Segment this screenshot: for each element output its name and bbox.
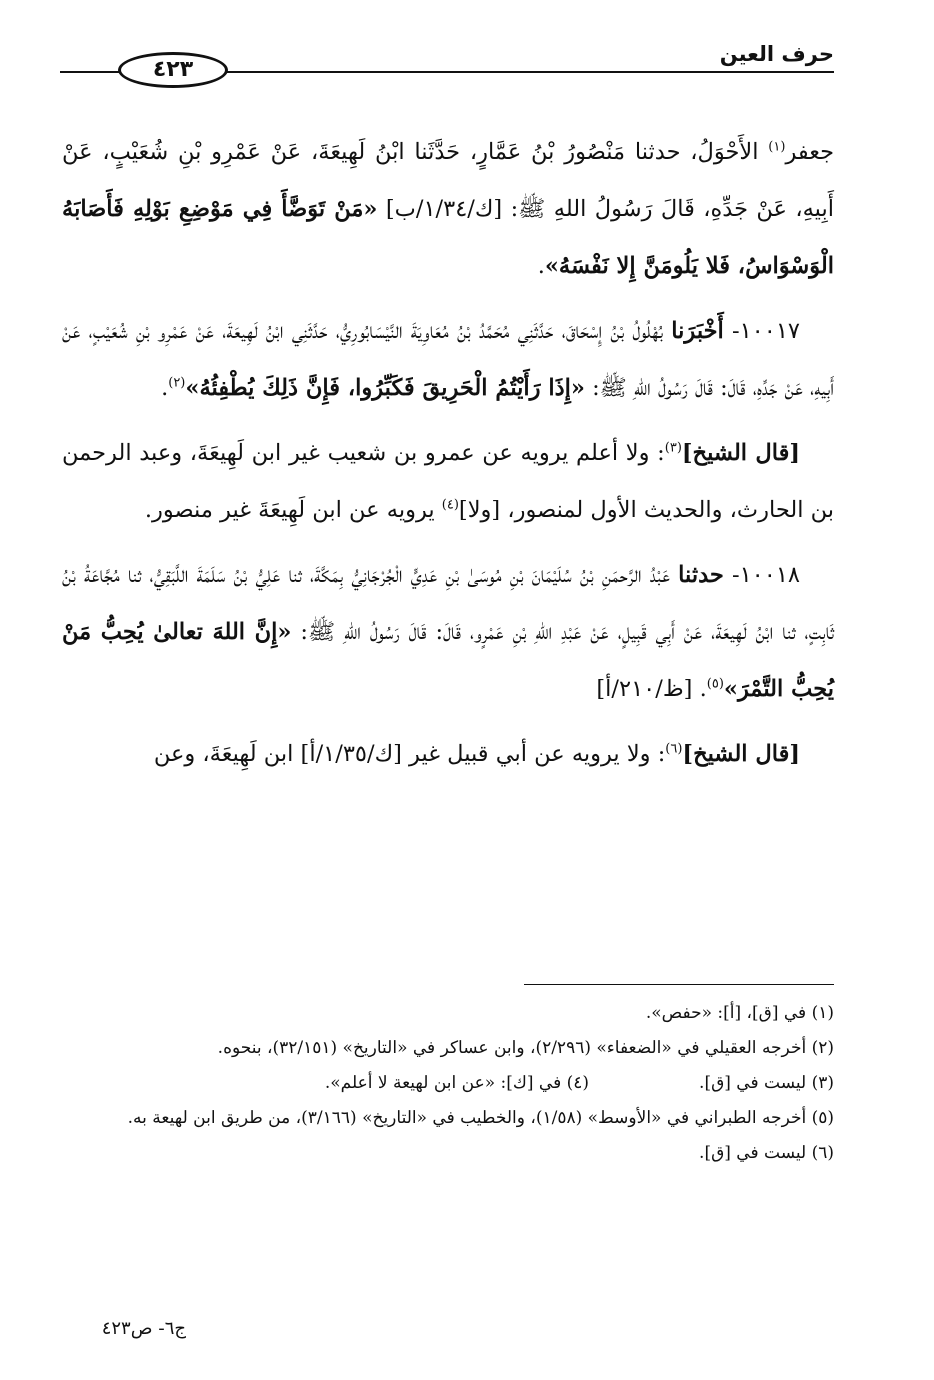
text-run: بُهْلُولُ بْنُ إِسْحَاقَ، حَدَّثَنِي مُحَمَّدُ بْنُ مُعَاوِيَةَ النَّيْسَابُورِيُّ، حَدَّثَنِي ابْنُ لَهِيعَةَ، عَنْ عَمْرِو بْنِ شُعَيْبٍ، عَنْ أَبِيهِ، عَنْ جَدِّهِ، قَالَ: قَالَ رَسُولُ اللهِ ﷺ: xyxy=(62,318,834,401)
hadith-number: ١٠٠١٨- xyxy=(723,562,800,588)
text-run: عَبْدُ الرَّحمَنِ بْنُ سُلَيْمَانَ بْنِ مُوسَىٰ بْنِ عَدِيٍّ الْجُرْجَانِيُّ بِمَكَّةَ، ثنا عَلِيُّ بْنُ سَلَمَةَ اللَّبَقِيُّ، ثنا مُجَّاعَةُ بْنُ ثَابِتٍ، ثنا ابْنُ لَهِيعَةَ، عَنْ أَبِي قَبِيلٍ، عَنْ عَبْدِ اللهِ بْنِ عَمْرٍو، قَالَ: قَالَ رَسُولُ اللهِ ﷺ: xyxy=(62,562,834,645)
text-run: الأَحْوَلُ، حدثنا مَنْصُورُ بْنُ عَمَّارٍ، حَدَّثَنا ابْنُ لَهِيعَةَ، عَنْ عَمْرِو بْنِ شُعَيْبٍ، عَنْ أَبِيهِ، عَنْ جَدِّهِ، قَالَ رَسُولُ اللهِ ﷺ: [ك/١/٣٤/ب] xyxy=(62,139,834,222)
hadith-quote: «مَنْ تَوَضَّأَ فِي مَوْضِعِ بَوْلِهِ فَأَصَابَهُ الْوَسْوَاسُ، فَلا يَلُومَنَّ إِلا نَفْسَهُ» xyxy=(62,196,834,279)
footnote-ref: (١) xyxy=(768,139,786,155)
paragraph-shaykh-comment-1 xyxy=(62,425,834,539)
footnote-row xyxy=(62,1068,834,1099)
text-run: . xyxy=(537,253,545,279)
footnote-ref: (٣) xyxy=(664,440,682,456)
paragraph-1 xyxy=(62,124,834,295)
footnote-1: (١) في [ق]، [أ]: «حفص». xyxy=(645,1003,834,1023)
narration-keyword: حدثنا xyxy=(678,562,724,588)
footnote-ref: (٦) xyxy=(665,741,683,757)
hadith-number: ١٠٠١٧- xyxy=(723,318,800,344)
narration-keyword: أَخْبَرَنا xyxy=(671,318,724,344)
footnote-ref: (٢) xyxy=(168,375,186,391)
footnote-2: (٢) أخرجه العقيلي في «الضعفاء» (٢/٢٩٦)، وابن عساكر في «التاريخ» (٣٢/١٥١)، بنحوه. xyxy=(217,1038,834,1058)
text-run: : ولا يرويه عن أبي قبيل غير [ك/١/٣٥/أ] ابن لَهِيعَةَ، وعن xyxy=(153,741,666,767)
hadith-quote: «إِنَّ اللهَ تعالىٰ يُحِبُّ مَنْ يُحِبُّ التَّمْرَ» xyxy=(62,619,834,702)
paragraph-hadith-10017 xyxy=(62,303,834,417)
page-number-badge: ٤٢٣ xyxy=(118,52,228,88)
chapter-title: حرف العين xyxy=(719,42,834,66)
text-run: جعفر xyxy=(785,139,834,165)
text-run: يرويه عن ابن لَهِيعَةَ غير منصور. xyxy=(144,497,442,523)
footnote-5: (٥) أخرجه الطبراني في «الأوسط» (١/٥٨)، والخطيب في «التاريخ» (٣/١٦٦)، من طريق ابن لهيعة به. xyxy=(127,1108,834,1128)
shaykh-label: [قال الشيخ] xyxy=(681,440,800,466)
text-run: . xyxy=(161,375,169,401)
paragraph-shaykh-comment-2 xyxy=(62,726,834,783)
footnote-ref: (٥) xyxy=(706,676,724,692)
text-run: : ولا أعلم يرويه عن عمرو بن شعيب غير ابن لَهِيعَةَ، وعبد الرحمن بن الحارث، والحديث الأول لمنصور، [ولا] xyxy=(62,440,834,523)
volume-page-reference: ج٦- ص٤٢٣ xyxy=(101,1318,186,1339)
main-text xyxy=(62,124,834,791)
footnotes xyxy=(62,998,834,1173)
footnote-ref: (٤) xyxy=(441,497,459,513)
footnote-separator xyxy=(524,984,834,985)
shaykh-label: [قال الشيخ] xyxy=(682,741,800,767)
paragraph-hadith-10018 xyxy=(62,547,834,718)
footnote-3: (٣) ليست في [ق]. xyxy=(699,1073,834,1093)
hadith-quote: «إِذَا رَأَيْتُمُ الْحَرِيقَ فَكَبِّرُوا، فَإِنَّ ذَلِكَ يُطْفِئُهُ» xyxy=(185,375,585,401)
page-header xyxy=(60,40,834,100)
footnote-4: (٤) في [ك]: «عن ابن لهيعة لا أعلم». xyxy=(324,1073,590,1093)
text-run: . [ظ/٢١٠/أ] xyxy=(596,676,707,702)
footnote-6: (٦) ليست في [ق]. xyxy=(699,1143,834,1163)
